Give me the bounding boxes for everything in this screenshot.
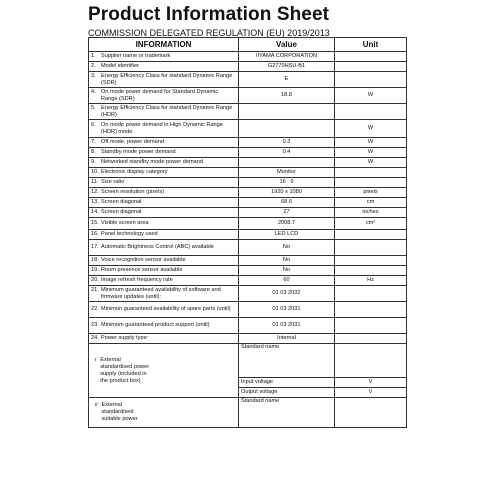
row-information: [89, 230, 239, 240]
row-label: Screen resolution (pixels): [101, 189, 165, 195]
ps-ii-standard-name: Standard name: [239, 398, 335, 428]
table-row: [89, 318, 407, 334]
row-number: 4.: [91, 88, 96, 95]
row-value: No: [239, 240, 335, 256]
row-number: 16.: [91, 231, 99, 237]
row-label: Minimum guaranteed product support (until): [101, 322, 210, 328]
row-number: 23.: [91, 322, 99, 328]
row-unit: [335, 318, 407, 334]
row-value: No: [239, 266, 335, 276]
row-value: 68.6: [239, 198, 335, 208]
row-information: [89, 286, 239, 302]
row-number: 22.: [91, 306, 99, 312]
table-row: [89, 240, 407, 256]
row-number: 3.: [91, 72, 96, 79]
row-information: [89, 318, 239, 334]
row-value: LED LCD: [239, 230, 335, 240]
row-number: 9.: [91, 159, 96, 165]
row-information: [89, 88, 239, 104]
table-row: [89, 88, 407, 104]
row-unit: [335, 62, 407, 72]
ps-i-label: External standardised power supply (included in the product box): [100, 356, 150, 384]
table-row: [89, 168, 407, 178]
row-label: On mode power demand in High Dynamic Range (HDR) mode: [101, 121, 223, 135]
table-row: [89, 208, 407, 218]
row-label: Room presence sensor available: [101, 267, 183, 273]
row-number: 19.: [91, 267, 99, 273]
row-value: 1920 x 1080: [239, 188, 335, 198]
row-unit: [335, 302, 407, 318]
row-number: 1.: [91, 53, 96, 59]
table-row: [89, 198, 407, 208]
table-row: [89, 188, 407, 198]
row-unit: [335, 104, 407, 120]
row-value: 18.8: [239, 88, 335, 104]
table-row: [89, 230, 407, 240]
ps-i-standard-name: Standard name: [239, 344, 335, 378]
row-number: 18.: [91, 257, 99, 263]
row-label: Visible screen area: [101, 220, 149, 226]
header-value: Value: [239, 38, 335, 52]
ps-i-input-unit: V: [335, 378, 407, 388]
table-row: [89, 218, 407, 230]
row-information: [89, 168, 239, 178]
row-information: [89, 266, 239, 276]
ps-ii-cell: [89, 398, 239, 428]
row-value: G2770HSU-B1: [239, 62, 335, 72]
table-row: [89, 62, 407, 72]
row-unit: cm²: [335, 218, 407, 230]
row-number: 11.: [91, 179, 99, 185]
row-unit: [335, 230, 407, 240]
row-unit: Hz: [335, 276, 407, 286]
table-row: [89, 120, 407, 138]
row-label: Power supply type:: [101, 335, 149, 341]
row-unit: [335, 72, 407, 88]
row-information: [89, 256, 239, 266]
power-supply-subtable: [89, 344, 407, 428]
table-row: [89, 138, 407, 148]
row-information: [89, 148, 239, 158]
row-label: Minimun guaranteed availability of spare parts (until): [101, 306, 231, 312]
row-information: [89, 198, 239, 208]
row-value: 2008.7: [239, 218, 335, 230]
row-number: 5.: [91, 104, 96, 111]
row-label: Energy Efficiency Class for standard Dynamic Range (HDR): [101, 104, 233, 118]
row-number: 14.: [91, 209, 99, 215]
row-unit: W: [335, 158, 407, 168]
table-row: [89, 52, 407, 62]
row-value: No: [239, 256, 335, 266]
row-information: [89, 178, 239, 188]
table-row: [89, 104, 407, 120]
ps-i-marker: i: [95, 356, 97, 363]
row-number: 7.: [91, 139, 96, 145]
row-number: 12.: [91, 189, 99, 195]
row-unit: W: [335, 88, 407, 104]
row-unit: pixels: [335, 188, 407, 198]
sheet-title: Product Information Sheet: [88, 4, 330, 25]
row-value: Monitor: [239, 168, 335, 178]
row-value: [239, 158, 335, 168]
row-information: [89, 240, 239, 256]
table-row: [89, 72, 407, 88]
row-unit: [335, 334, 407, 344]
row-number: 20.: [91, 277, 99, 283]
row-label: Off mode, power demand: [101, 139, 165, 145]
row-number: 21.: [91, 286, 99, 293]
row-label: Screen diagonal: [101, 209, 142, 215]
row-label: Size ratio: [101, 179, 125, 185]
row-label: Screen diagonal: [101, 199, 142, 205]
header-unit: Unit: [335, 38, 407, 52]
row-information: [89, 120, 239, 138]
row-value: [239, 104, 335, 120]
row-information: [89, 104, 239, 120]
row-unit: [335, 178, 407, 188]
row-unit: [335, 266, 407, 276]
row-label: Electronic display category: [101, 169, 168, 175]
regulation-subtitle: COMMISSION DELEGATED REGULATION (EU) 2019/2013: [88, 28, 330, 38]
row-label: Minimum guaranteed availability of software and firmware updates (until):: [101, 286, 221, 300]
row-information: [89, 52, 239, 62]
header-information: INFORMATION: [89, 38, 239, 52]
table-body: [89, 52, 407, 344]
row-unit: [335, 256, 407, 266]
row-number: 17.: [91, 244, 99, 250]
row-unit: W: [335, 148, 407, 158]
ps-i-output-voltage: Output voltage: [239, 388, 335, 398]
row-label: Standby mode power demand: [101, 149, 176, 155]
row-number: 8.: [91, 149, 96, 155]
row-unit: [335, 240, 407, 256]
row-information: [89, 334, 239, 344]
row-information: [89, 138, 239, 148]
row-value: 01 03 2031: [239, 302, 335, 318]
row-value: 0.3: [239, 138, 335, 148]
row-unit: cm: [335, 198, 407, 208]
row-unit: [335, 286, 407, 302]
table-row: [89, 266, 407, 276]
table-header-row: [89, 38, 407, 52]
ps-i-cell: [89, 344, 239, 398]
row-information: [89, 188, 239, 198]
row-number: 13.: [91, 199, 99, 205]
row-label: Automatic Brightness Control (ABC) available: [101, 244, 214, 250]
row-number: 24.: [91, 335, 99, 341]
row-value: 01 03 2032: [239, 286, 335, 302]
row-information: [89, 208, 239, 218]
row-label: Networked standby mode power demand: [101, 159, 203, 165]
row-number: 10.: [91, 169, 99, 175]
row-number: 15.: [91, 220, 99, 226]
ps-ii-marker: ii: [95, 402, 98, 408]
row-unit: [335, 168, 407, 178]
row-label: Voice recognition sensor available: [101, 257, 186, 263]
table-row: [89, 158, 407, 168]
row-unit: W: [335, 138, 407, 148]
row-value: 27: [239, 208, 335, 218]
table-row: [89, 276, 407, 286]
row-information: [89, 158, 239, 168]
row-value: 01 03 2031: [239, 318, 335, 334]
row-value: 60: [239, 276, 335, 286]
table-row: [89, 302, 407, 318]
row-label: Model identifier: [101, 63, 139, 69]
product-info-table: [88, 37, 407, 428]
row-unit: W: [335, 120, 407, 138]
ps-ii-label: External standardised suitable power: [101, 402, 138, 422]
row-number: 2.: [91, 63, 96, 69]
row-information: [89, 62, 239, 72]
row-label: Supplier name or trademark: [101, 53, 171, 59]
table-row: [89, 178, 407, 188]
ps-i-output-unit: V: [335, 388, 407, 398]
table-row: [89, 148, 407, 158]
row-label: Image refresh frequency rate: [101, 277, 173, 283]
table-row: [89, 256, 407, 266]
row-information: [89, 72, 239, 88]
table-row: [89, 286, 407, 302]
row-number: 6.: [91, 121, 96, 128]
row-value: 0.4: [239, 148, 335, 158]
row-information: [89, 276, 239, 286]
row-label: Panel technology used: [101, 231, 158, 237]
table-row: [89, 334, 407, 344]
row-value: E: [239, 72, 335, 88]
row-value: Internal: [239, 334, 335, 344]
ps-i-input-voltage: Input voltage: [239, 378, 335, 388]
row-unit: [335, 52, 407, 62]
row-information: [89, 218, 239, 230]
row-value: IIYAMA CORPORATION: [239, 52, 335, 62]
row-label: On mode power demand for Standard Dynamic Range (SDR): [101, 88, 219, 102]
row-unit: inches: [335, 208, 407, 218]
row-value: [239, 120, 335, 138]
row-value: 16 : 9: [239, 178, 335, 188]
row-label: Energy Efficiency Class for standard Dynamic Range (SDR): [101, 72, 233, 86]
row-information: [89, 302, 239, 318]
